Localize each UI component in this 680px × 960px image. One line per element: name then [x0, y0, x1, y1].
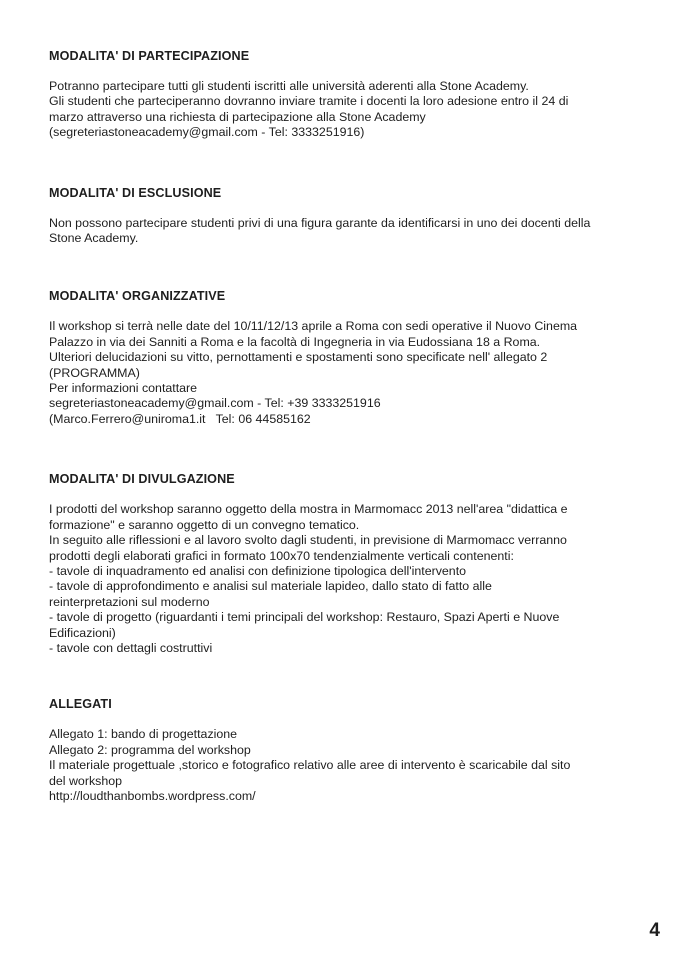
section-heading: MODALITA' ORGANIZZATIVE: [49, 289, 226, 304]
attachment-item: Allegato 2: programma del workshop: [49, 742, 251, 757]
section-heading: MODALITA' DI PARTECIPAZIONE: [49, 49, 250, 63]
paragraph-line: del workshop: [49, 773, 123, 788]
paragraph-line: Il materiale progettuale ,storico e fotografico relativo alle aree di intervento è scaricabile dal sito: [49, 758, 571, 773]
list-item-continuation: reinterpretazioni sul moderno: [49, 594, 210, 609]
section-heading: MODALITA' DI DIVULGAZIONE: [49, 472, 235, 487]
list-item: - tavole di progetto (riguardanti i temi principali del workshop: Restauro, Spazi Aperti e Nuove: [49, 610, 560, 625]
paragraph-line: Palazzo in via dei Sanniti a Roma e la facoltà di Ingegneria in via Eudossiana 18 a Roma.: [49, 334, 541, 349]
paragraph-line: Per informazioni contattare: [49, 381, 198, 396]
email-contact: segreteriastoneacademy@gmail.com - Tel: +39 3333251916: [49, 396, 381, 411]
page-number: 4: [649, 920, 660, 941]
section-organizzative: [49, 288, 632, 427]
document-page: [49, 48, 632, 804]
section-allegati: [49, 696, 632, 804]
section-partecipazione: [49, 48, 632, 141]
paragraph-line: Non possono partecipare studenti privi di una figura garante da identificarsi in uno dei docenti della: [49, 215, 591, 230]
paragraph-line: Potranno partecipare tutti gli studenti iscritti alle università aderenti alla Stone Academy.: [49, 79, 529, 93]
section-heading: MODALITA' DI ESCLUSIONE: [49, 185, 222, 200]
section-esclusione: [49, 185, 632, 247]
attachment-item: Allegato 1: bando di progettazione: [49, 727, 238, 742]
list-item: - tavole di approfondimento e analisi sul materiale lapideo, dallo stato di fatto alle: [49, 579, 492, 594]
section-heading: ALLEGATI: [49, 697, 112, 712]
paragraph-line: Stone Academy.: [49, 231, 139, 246]
paragraph-line: I prodotti del workshop saranno oggetto della mostra in Marmomacc 2013 nell'area "didattica e: [49, 502, 568, 517]
paragraph-line: Il workshop si terrà nelle date del 10/11/12/13 aprile a Roma con sedi operative il Nuovo Cinema: [49, 319, 578, 334]
paragraph-line: marzo attraverso una richiesta di partecipazione alla Stone Academy: [49, 109, 426, 124]
list-item-continuation: Edificazioni): [49, 625, 116, 640]
list-item: - tavole con dettagli costruttivi: [49, 640, 213, 655]
website-link[interactable]: http://loudthanbombs.wordpress.com/: [49, 788, 256, 803]
list-item: - tavole di inquadramento ed analisi con definizione tipologica dell'intervento: [49, 563, 467, 578]
section-divulgazione: [49, 471, 632, 656]
paragraph-line: (segreteriastoneacademy@gmail.com - Tel: 3333251916): [49, 125, 365, 140]
paragraph-line: (PROGRAMMA): [49, 365, 140, 380]
email-contact: (Marco.Ferrero@uniroma1.it Tel: 06 44585162: [49, 411, 311, 426]
paragraph-line: formazione" e saranno oggetto di un convegno tematico.: [49, 517, 360, 532]
paragraph-line: prodotti degli elaborati grafici in formato 100x70 tendenzialmente verticali contenenti:: [49, 548, 514, 563]
paragraph-line: Ulteriori delucidazioni su vitto, pernottamenti e spostamenti sono specificate nell' allegato 2: [49, 350, 548, 365]
paragraph-line: In seguito alle riflessioni e al lavoro svolto dagli studenti, in previsione di Marmomacc verranno: [49, 533, 567, 548]
paragraph-line: Gli studenti che parteciperanno dovranno inviare tramite i docenti la loro adesione entro il 24 di: [49, 94, 569, 109]
